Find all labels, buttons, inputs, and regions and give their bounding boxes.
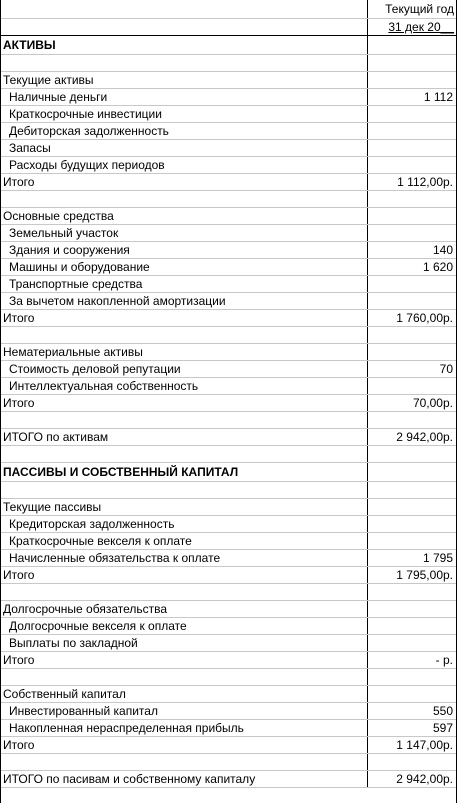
row-label[interactable]: Накопленная нераспределенная прибыль xyxy=(0,720,368,736)
row-value[interactable]: 1 795,00р. xyxy=(396,568,453,582)
row-value[interactable] xyxy=(368,754,457,770)
column-date-cell[interactable] xyxy=(368,19,457,35)
row-label[interactable]: ПАССИВЫ И СОБСТВЕННЫЙ КАПИТАЛ xyxy=(0,463,368,481)
row-value[interactable]: 550 xyxy=(432,704,453,718)
row-value[interactable] xyxy=(368,36,457,54)
row-label[interactable]: Текущие пассивы xyxy=(0,499,368,515)
table-row xyxy=(0,36,457,55)
row-value[interactable]: 1 760,00р. xyxy=(396,311,453,325)
table-row xyxy=(0,157,457,174)
table-row xyxy=(0,618,457,635)
table-row xyxy=(0,533,457,550)
table-row xyxy=(0,89,457,106)
table-row xyxy=(0,720,457,737)
header-row-1 xyxy=(0,0,457,19)
row-value[interactable] xyxy=(368,55,457,71)
row-label[interactable]: Земельный участок xyxy=(0,225,368,241)
row-value[interactable] xyxy=(368,669,457,685)
table-row xyxy=(0,378,457,395)
row-label[interactable]: Итого xyxy=(0,174,368,190)
table-row xyxy=(0,686,457,703)
row-label[interactable]: Итого xyxy=(0,567,368,583)
table-row xyxy=(0,516,457,533)
table-row xyxy=(0,310,457,327)
row-label[interactable]: Долгосрочные обязательства xyxy=(0,601,368,617)
table-row xyxy=(0,242,457,259)
table-row xyxy=(0,429,457,446)
row-value[interactable] xyxy=(368,463,457,481)
table-row xyxy=(0,123,457,140)
row-value[interactable]: 2 942,00р. xyxy=(396,430,453,444)
row-label[interactable]: Инвестированный капитал xyxy=(0,703,368,719)
table-row xyxy=(0,293,457,310)
table-row xyxy=(0,499,457,516)
row-value[interactable]: 1 112,00р. xyxy=(397,175,453,189)
row-value[interactable] xyxy=(368,516,457,532)
table-row xyxy=(0,191,457,208)
row-value[interactable] xyxy=(368,293,457,309)
row-value[interactable]: 70,00р. xyxy=(412,396,453,410)
table-row xyxy=(0,327,457,344)
row-label[interactable]: Машины и оборудование xyxy=(0,259,368,275)
row-value[interactable] xyxy=(368,412,457,428)
row-value[interactable]: 70 xyxy=(439,362,453,376)
row-label[interactable] xyxy=(0,754,368,770)
row-label[interactable]: Транспортные средства xyxy=(0,276,368,292)
header-label-cell[interactable] xyxy=(0,19,368,35)
table-row xyxy=(0,482,457,499)
row-label[interactable] xyxy=(0,482,368,498)
row-value[interactable] xyxy=(368,635,457,651)
row-label[interactable] xyxy=(0,669,368,685)
row-value[interactable] xyxy=(368,686,457,702)
row-value[interactable] xyxy=(368,533,457,549)
table-row xyxy=(0,567,457,584)
row-label[interactable]: Итого xyxy=(0,652,368,668)
row-value[interactable]: 1 620 xyxy=(422,260,453,274)
row-value[interactable]: 140 xyxy=(432,243,453,257)
row-label[interactable]: Дебиторская задолженность xyxy=(0,123,368,139)
row-value[interactable] xyxy=(368,276,457,292)
row-label[interactable]: Краткосрочные векселя к оплате xyxy=(0,533,368,549)
row-value[interactable]: 597 xyxy=(432,721,453,735)
row-value[interactable] xyxy=(368,225,457,241)
table-row xyxy=(0,208,457,225)
table-row xyxy=(0,652,457,669)
row-value[interactable] xyxy=(368,446,457,462)
table-row xyxy=(0,106,457,123)
table-row xyxy=(0,412,457,429)
row-value[interactable]: 1 112 xyxy=(423,90,453,104)
table-row xyxy=(0,446,457,463)
table-row xyxy=(0,737,457,754)
row-label[interactable]: Итого xyxy=(0,395,368,411)
row-label[interactable]: АКТИВЫ xyxy=(0,36,368,54)
table-row xyxy=(0,140,457,157)
row-label[interactable]: Здания и сооружения xyxy=(0,242,368,258)
table-row xyxy=(0,463,457,482)
row-label[interactable]: Итого xyxy=(0,310,368,326)
table-row xyxy=(0,174,457,191)
row-label[interactable]: Основные средства xyxy=(0,208,368,224)
row-label[interactable]: ИТОГО по пасивам и собственному капиталу xyxy=(0,771,368,787)
row-label[interactable]: Итого xyxy=(0,737,368,753)
table-row xyxy=(0,259,457,276)
row-label[interactable] xyxy=(0,327,368,343)
row-value[interactable] xyxy=(368,72,457,88)
row-label[interactable]: Запасы xyxy=(0,140,368,156)
row-value[interactable] xyxy=(368,584,457,600)
table-row xyxy=(0,395,457,412)
row-label[interactable]: Выплаты по закладной xyxy=(0,635,368,651)
row-label[interactable]: Долгосрочные векселя к оплате xyxy=(0,618,368,634)
row-label[interactable] xyxy=(0,55,368,71)
row-label[interactable]: Краткосрочные инвестиции xyxy=(0,106,368,122)
header-row-2 xyxy=(0,19,457,36)
row-value[interactable] xyxy=(368,191,457,207)
table-row xyxy=(0,344,457,361)
table-row xyxy=(0,361,457,378)
row-label[interactable]: ИТОГО по активам xyxy=(0,429,368,445)
header-label-cell[interactable] xyxy=(0,0,368,18)
row-label[interactable] xyxy=(0,412,368,428)
row-label[interactable] xyxy=(0,446,368,462)
row-value[interactable]: 1 147,00р. xyxy=(396,738,453,752)
row-value[interactable]: - р. xyxy=(435,653,453,667)
row-value[interactable] xyxy=(368,327,457,343)
row-value[interactable]: 2 942,00р. xyxy=(396,772,453,786)
table-row xyxy=(0,550,457,567)
table-row xyxy=(0,703,457,720)
row-value[interactable] xyxy=(368,499,457,515)
column-title[interactable]: Текущий год xyxy=(385,2,454,16)
row-label[interactable]: Кредиторская задолженность xyxy=(0,516,368,532)
row-label[interactable]: Интеллектуальная собственность xyxy=(0,378,368,394)
row-label[interactable]: Наличные деньги xyxy=(0,89,368,105)
row-value[interactable] xyxy=(368,140,457,156)
row-label[interactable]: Стоимость деловой репутации xyxy=(0,361,368,377)
table-row xyxy=(0,72,457,89)
row-label[interactable]: Начисленные обязательства к оплате xyxy=(0,550,368,566)
row-value[interactable] xyxy=(368,123,457,139)
row-label[interactable]: Нематериальные активы xyxy=(0,344,368,360)
row-label[interactable]: За вычетом накопленной амортизации xyxy=(0,293,368,309)
table-row xyxy=(0,635,457,652)
table-row xyxy=(0,669,457,686)
row-value[interactable] xyxy=(368,344,457,360)
row-value[interactable]: 1 795 xyxy=(422,551,453,565)
row-label[interactable] xyxy=(0,191,368,207)
row-label[interactable]: Собственный капитал xyxy=(0,686,368,702)
table-row xyxy=(0,55,457,72)
row-value[interactable] xyxy=(368,618,457,634)
table-row xyxy=(0,276,457,293)
row-label[interactable]: Расходы будущих периодов xyxy=(0,157,368,173)
table-row xyxy=(0,771,457,788)
row-value[interactable] xyxy=(368,157,457,173)
table-row xyxy=(0,225,457,242)
table-body xyxy=(0,36,457,788)
row-value[interactable] xyxy=(368,106,457,122)
table-row xyxy=(0,601,457,618)
column-date: 31 дек 20__ xyxy=(388,20,454,34)
row-label[interactable]: Текущие активы xyxy=(0,72,368,88)
table-row xyxy=(0,584,457,601)
row-value[interactable] xyxy=(368,482,457,498)
row-value[interactable] xyxy=(368,208,457,224)
table-row xyxy=(0,754,457,771)
row-value[interactable] xyxy=(368,601,457,617)
row-value[interactable] xyxy=(368,378,457,394)
row-label[interactable] xyxy=(0,584,368,600)
